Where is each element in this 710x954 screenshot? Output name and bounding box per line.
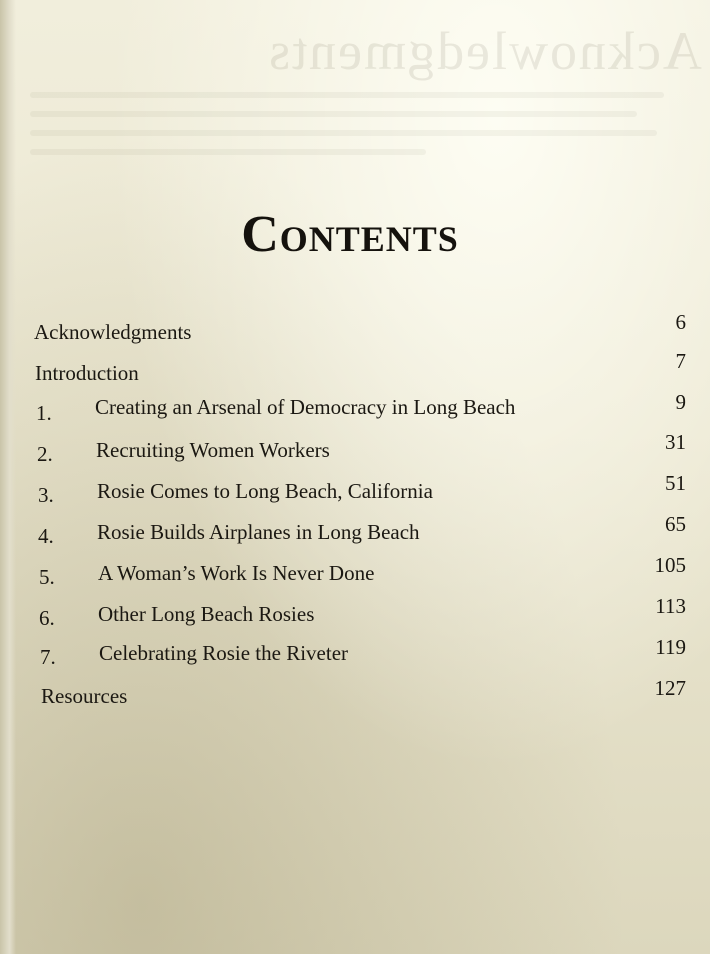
- toc-entry-label: Celebrating Rosie the Riveter: [99, 641, 349, 665]
- toc-entry-page: 113: [655, 594, 686, 618]
- toc-entry-resources: [0, 678, 710, 718]
- toc-entry-label: A Woman’s Work Is Never Done: [98, 561, 375, 585]
- toc-chapter-number: 4.: [38, 524, 54, 548]
- toc-entry-chapter-7: [0, 635, 710, 681]
- toc-entry-chapter-4: [0, 512, 710, 558]
- toc-entry-label: Rosie Comes to Long Beach, California: [97, 479, 433, 503]
- toc-entry-label: Creating an Arsenal of Democracy in Long Beach: [95, 395, 516, 419]
- toc-chapter-number: 6.: [39, 606, 55, 630]
- toc-entry-label: Recruiting Women Workers: [96, 438, 330, 462]
- toc-entry-label: Introduction: [35, 361, 139, 385]
- toc-entry-label: Other Long Beach Rosies: [98, 602, 315, 626]
- toc-entry-page: 6: [675, 310, 686, 334]
- toc-entry-chapter-6: [0, 594, 710, 640]
- toc-entry-page: 65: [665, 512, 686, 536]
- toc-chapter-number: 7.: [40, 645, 56, 669]
- show-through-heading: Acknowledgments: [267, 21, 702, 81]
- toc-chapter-number: 1.: [36, 401, 52, 425]
- toc-entry-page: 9: [675, 390, 686, 414]
- toc-entry-introduction: [0, 349, 710, 395]
- toc-entry-label: Resources: [41, 684, 128, 708]
- toc-entry-chapter-2: [0, 430, 710, 476]
- toc-entry-page: 7: [675, 349, 686, 373]
- toc-chapter-number: 3.: [38, 483, 54, 507]
- toc-entry-chapter-1: [0, 390, 710, 433]
- toc-entry-page: 51: [665, 471, 686, 495]
- toc-entry-acknowledgments: [0, 312, 710, 352]
- toc-entry-label: Acknowledgments: [34, 320, 192, 344]
- page-title: Contents: [241, 205, 459, 263]
- toc-entry-label: Rosie Builds Airplanes in Long Beach: [97, 520, 420, 544]
- toc-entry-page: 105: [654, 553, 686, 577]
- toc-entry-chapter-3: [0, 471, 710, 517]
- toc-chapter-number: 5.: [39, 565, 55, 589]
- toc-chapter-number: 2.: [37, 442, 53, 466]
- toc-entry-page: 127: [654, 676, 686, 700]
- toc-entry-chapter-5: [0, 553, 710, 599]
- toc-entry-page: 119: [655, 635, 686, 659]
- toc-entry-page: 31: [665, 430, 686, 454]
